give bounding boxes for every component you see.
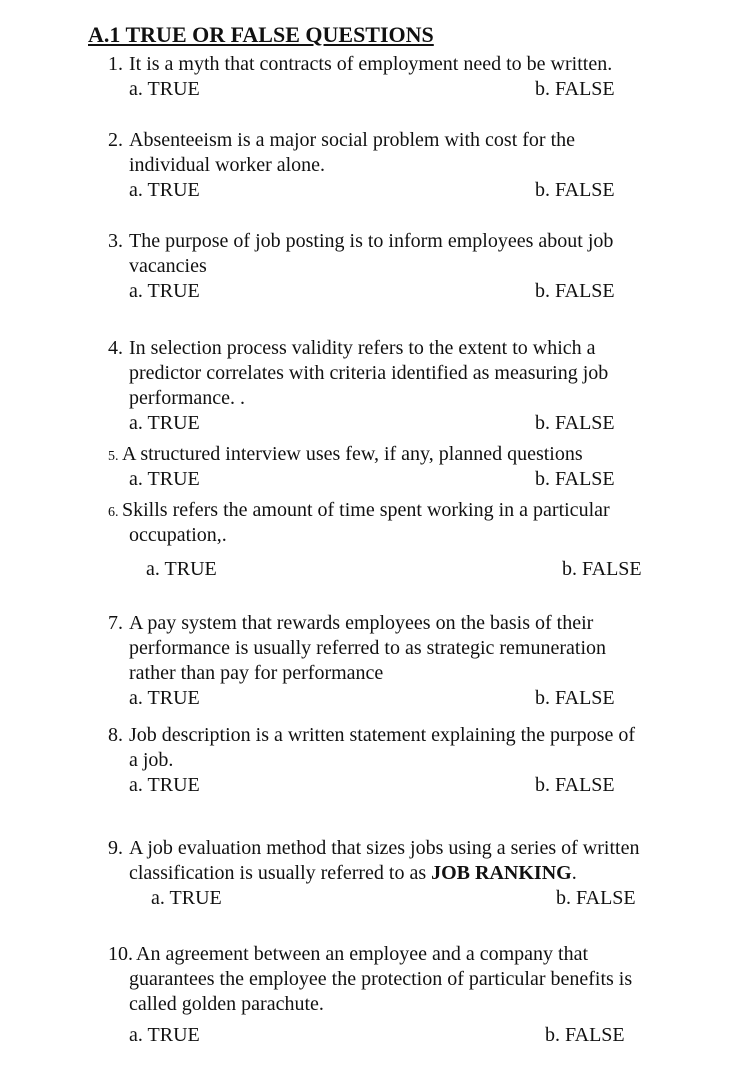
option-true[interactable]: a. TRUE [129,78,200,100]
question-text-line: In selection process validity refers to the extent to which a [129,337,596,359]
question-text-line-with-emphasis [0,861,732,886]
question-text-line: An agreement between an employee and a company that [136,943,589,965]
question-text-line: vacancies [129,255,207,277]
question-number: 9. [108,837,123,859]
option-false[interactable]: b. FALSE [535,280,615,302]
question-2 [0,128,732,203]
question-8 [0,723,732,798]
option-false[interactable]: b. FALSE [535,468,615,490]
option-true[interactable]: a. TRUE [146,558,217,580]
question-number: 6. [108,505,119,520]
question-text: classification is usually referred to as [129,862,427,884]
question-number: 10. [108,943,133,965]
emphasis-term: JOB RANKING [431,862,572,884]
question-number: 4. [108,337,123,359]
question-number: 1. [108,53,123,75]
emphasis-suffix: . [571,862,577,884]
option-true[interactable]: a. TRUE [129,1024,200,1046]
option-true[interactable]: a. TRUE [129,687,200,709]
question-text-line: It is a myth that contracts of employment need to be written. [129,53,613,75]
question-text-line: A structured interview uses few, if any, planned questions [122,443,583,465]
question-9 [0,836,732,911]
question-text-line: A pay system that rewards employees on the basis of their [129,612,594,634]
question-text-line: occupation,. [129,524,227,546]
question-text-line: predictor correlates with criteria identified as measuring job [129,362,609,384]
question-text-line: performance is usually referred to as strategic remuneration [129,637,607,659]
question-4 [0,336,732,436]
option-true[interactable]: a. TRUE [129,179,200,201]
option-false[interactable]: b. FALSE [562,558,642,580]
option-false[interactable]: b. FALSE [535,687,615,709]
question-number: 3. [108,230,123,252]
option-false[interactable]: b. FALSE [535,179,615,201]
question-1 [0,52,732,102]
question-number: 7. [108,612,123,634]
question-text-line: called golden parachute. [129,993,324,1015]
question-7 [0,611,732,711]
question-text-line: Absenteeism is a major social problem with cost for the [129,129,576,151]
question-text-line: a job. [129,749,174,771]
question-3 [0,229,732,304]
question-text-line: A job evaluation method that sizes jobs using a series of written [129,837,640,859]
option-true[interactable]: a. TRUE [129,412,200,434]
question-text-line: Skills refers the amount of time spent working in a particular [122,499,610,521]
question-number: 2. [108,129,123,151]
question-number: 5. [108,449,119,464]
question-text-line: The purpose of job posting is to inform employees about job [129,230,614,252]
page-title: A.1 TRUE OR FALSE QUESTIONS [88,22,434,47]
option-true[interactable]: a. TRUE [151,887,222,909]
question-5 [0,442,732,492]
option-true[interactable]: a. TRUE [129,774,200,796]
question-10 [0,942,732,1048]
question-6 [0,498,732,582]
option-true[interactable]: a. TRUE [129,280,200,302]
option-false[interactable]: b. FALSE [556,887,636,909]
option-false[interactable]: b. FALSE [535,412,615,434]
question-text-line: rather than pay for performance [129,662,384,684]
question-text-line: Job description is a written statement explaining the purpose of [129,724,635,746]
question-text-line: individual worker alone. [129,154,326,176]
question-text-line: performance. . [129,387,246,409]
option-false[interactable]: b. FALSE [545,1024,625,1046]
question-text-line: guarantees the employee the protection of particular benefits is [129,968,633,990]
option-false[interactable]: b. FALSE [535,774,615,796]
option-true[interactable]: a. TRUE [129,468,200,490]
option-false[interactable]: b. FALSE [535,78,615,100]
question-number: 8. [108,724,123,746]
